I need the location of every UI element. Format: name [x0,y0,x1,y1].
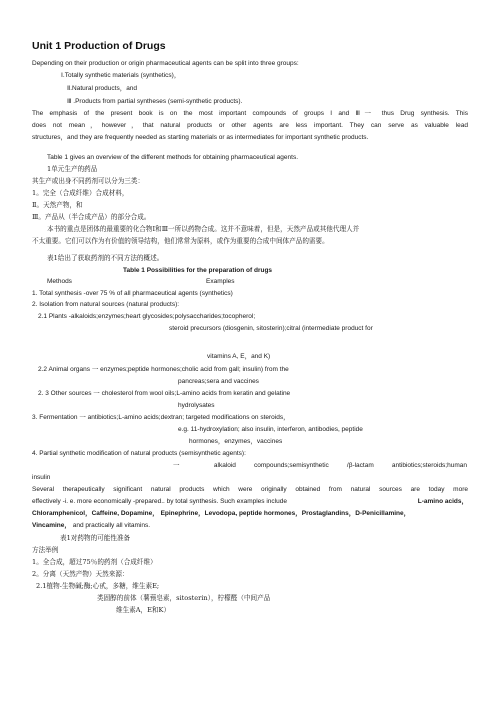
table-row: 2. Isolation from natural sources (natural products): [32,301,180,308]
cn-table-note: 表1给出了获取药剂的不同方法的概述。 [47,254,164,262]
cn-methods: 方法举例 [32,546,59,554]
emphasis-line-1: The emphasis of the present book is on the most important compounds of groups I and Ⅲ一 thus Drug synthesis. This [32,110,468,117]
table-row: 2.1 Plants -alkaloids;enzymes;heart glycosides;polysaccharides;tocopherol; [38,313,256,320]
table-row: 2. 3 Other sources 一 cholesterol from wool oils;L-amino acids from keratin and gelatine [38,390,291,397]
table-row: 4. Partial synthetic modification of natural products (semisynthetic agents): [32,450,246,457]
cn-heading: 1单元生产的药品 [47,165,98,173]
cn-table-row: 2.1植物-生物碱;酶;心甙，多糖，维生素E; [36,582,160,590]
closing-line-4 [32,521,150,530]
emphasis-line-3: structures，and they are frequently needed as starting materials or as intermediates for important synthetic products. [32,134,369,141]
table-row: 一 alkaloid compounds;semisynthetic /β-lactam antibiotics;steroids;human [173,462,467,469]
table-row: 1. Total synthesis -over 75 % of all pharmaceutical agents (synthetics) [32,290,233,297]
table-row: hydrolysates [178,402,215,409]
cn-table-caption: 表1对药物的可能性准备 [60,534,131,542]
cn-group-1: 1。完全（合成纤维）合成材料， [32,189,129,197]
page-title: Unit 1 Production of Drugs [32,40,166,52]
closing-vitamins: and practically all vitamins. [70,522,151,529]
table-row: e.g. 11-hydroxylation; also insulin, interferon, antibodies, peptide [178,426,363,433]
cn-table-row: 1。全合成，超过75％的药剂（合成纤维） [32,558,157,566]
table-caption: Table 1 Possibilities for the preparation of drugs [123,267,273,274]
closing-line-2 [32,497,468,506]
cn-table-row: 类固醇的前体（薯蓣皂素，sitosterin），柠檬醛（中间产品 [97,594,271,602]
table-note: Table 1 gives an overview of the different methods for obtaining pharmaceutical agents. [47,154,299,161]
table-row: vitamins A, E，and K) [207,353,271,360]
table-row: insulin [32,474,51,481]
group-3: Ⅲ .Products from partial syntheses (semi-synthetic products). [67,98,243,105]
closing-line-2-text: effectively -i. e. more economically -prepared.. by total synthesis. Such examples include [32,498,287,505]
closing-vincamine: Vincamine， [32,522,71,529]
group-1: Ⅰ.Totally synthetic materials (synthetics)， [61,72,181,79]
cn-para-line-1: 本书的重点是团体的最重要的化合物Ⅰ和Ⅲ一所以药物合成。这并不意味着，但是，天然产品或其他代理人并 [47,225,360,233]
table-row: 3. Fermentation 一 antibiotics;L-amino acids;dextran; targeted modifications on steroids， [32,414,290,421]
cn-table-row: 维生素A，E和K） [116,606,171,614]
cn-lead: 其生产或出身不同药剂可以分为三类： [32,177,145,185]
cn-group-3: Ⅲ。产品从（半合成产品）的部分合成。 [32,213,151,221]
cn-table-row: 2。分离（天然产物）天然来源： [32,570,129,578]
cn-para-line-2: 不太重要。它们可以作为有价值的领导结构，他们常常为原料，或作为重要的合成中间体产品的需要。 [32,237,329,245]
table-row: steroid precursors (diosgenin, sitosterin);citral (intermediate product for [169,325,373,332]
table-row: 2.2 Animal organs 一 enzymes;peptide hormones;cholic acid from gall; insulin) from the [38,366,289,373]
table-row: pancreas;sera and vaccines [178,378,259,385]
cn-group-2: Ⅱ。天然产物，和 [32,201,83,209]
table-row: hormones，enzymes，vaccines [189,438,283,445]
closing-line-1: Several therapeutically significant natural products which were originally obtained from natural sources are today more [32,486,468,493]
intro-lead: Depending on their production or origin pharmaceutical agents can be split into three groups: [32,60,299,67]
table-header-examples: Examples [206,278,235,285]
closing-bold-tail: L-amino acids， [417,498,468,505]
closing-line-3: Chloramphenicol，Caffeine, Dopamine， Epinephrine，Levodopa, peptide hormones，Prostaglandins，D-Penicillamine， [32,510,411,517]
emphasis-line-2: does not mean，however，that natural products or other agents are less important. They can serve as valuable lead [32,122,468,129]
table-header-methods: Methods [47,278,72,285]
group-2: Ⅱ.Natural products，and [67,85,138,92]
